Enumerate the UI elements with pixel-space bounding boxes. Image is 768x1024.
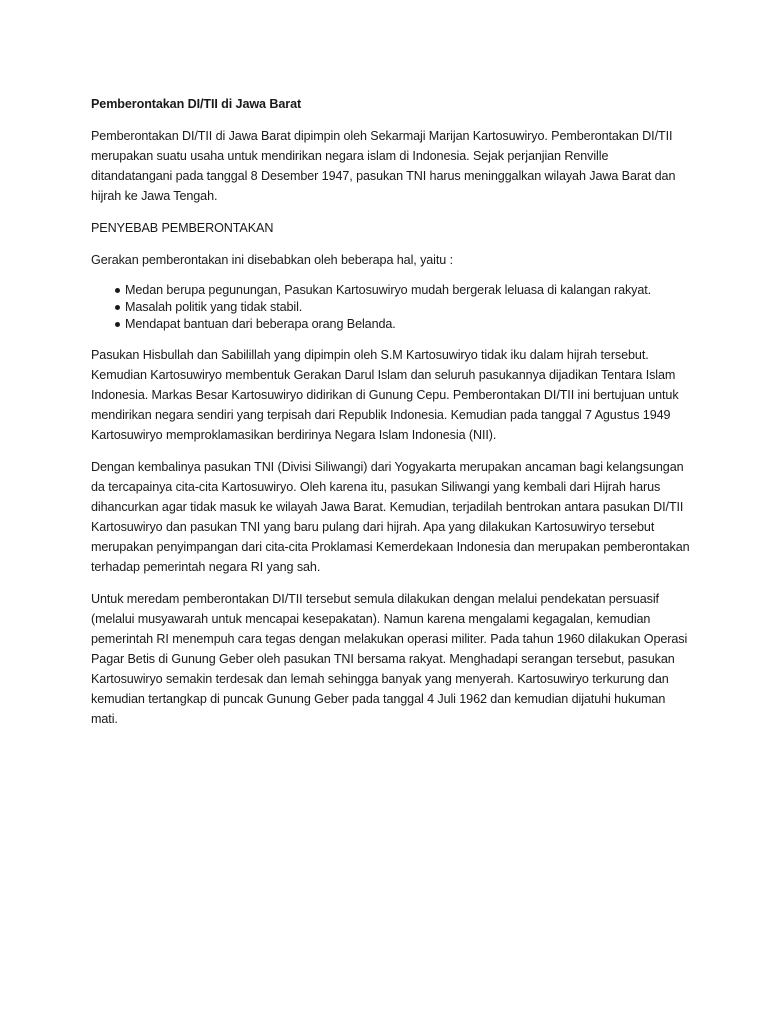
document-title: Pemberontakan DI/TII di Jawa Barat — [91, 97, 302, 111]
bullet-icon — [115, 322, 120, 327]
bullet-icon — [115, 288, 120, 293]
paragraph-intro: Pemberontakan DI/TII di Jawa Barat dipimpin oleh Sekarmaji Marijan Kartosuwiryo. Pemberontakan DI/TII merupakan suatu usaha untuk mendirikan negara islam di Indonesia. Sejak perjanjian Renville ditandatangani pada tanggal 8 Desember 1947, pasukan TNI harus meninggalkan wilayah Jawa Barat dan hijrah ke Jawa Tengah. — [91, 129, 676, 203]
list-item — [91, 299, 691, 316]
list-item-text: Medan berupa pegunungan, Pasukan Kartosuwiryo mudah bergerak leluasa di kalangan rakyat. — [125, 283, 652, 297]
causes-intro: Gerakan pemberontakan ini disebabkan oleh beberapa hal, yaitu : — [91, 253, 453, 267]
paragraph-suppression: Untuk meredam pemberontakan DI/TII tersebut semula dilakukan dengan melalui pendekatan persuasif (melalui musyawarah untuk mencapai kesepakatan). Namun karena mengalami kegagalan, kemudian pemerintah RI menempuh cara tegas dengan melakukan operasi militer. Pada tahun 1960 dilakukan Operasi Pagar Betis di Gunung Geber oleh pasukan TNI bersama rakyat. Menghadapi serangan tersebut, pasukan Kartosuwiryo semakin terdesak dan lemah sehingga banyak yang menyerah. Kartosuwiryo terkurung dan kemudian tertangkap di puncak Gunung Geber pada tanggal 4 Juli 1962 dan kemudian dijatuhi hukuman mati. — [91, 592, 688, 726]
document-body — [91, 94, 691, 741]
bullet-icon — [115, 305, 120, 310]
paragraph-siliwangi: Dengan kembalinya pasukan TNI (Divisi Siliwangi) dari Yogyakarta merupakan ancaman bagi kelangsungan da tercapainya cita-cita Kartosuwiryo. Oleh karena itu, pasukan Siliwangi yang kembali dari Hijrah harus dihancurkan agar tidak masuk ke wilayah Jawa Barat. Kemudian, terjadilah bentrokan antara pasukan DI/TII Kartosuwiryo dan pasukan TNI yang baru pulang dari hijrah. Apa yang dilakukan Kartosuwiryo tersebut merupakan penyimpangan dari cita-cita Proklamasi Kemerdekaan Indonesia dan merupakan pemberontakan terhadap pemerintah negara RI yang sah. — [91, 460, 690, 574]
list-item-text: Masalah politik yang tidak stabil. — [125, 300, 303, 314]
list-item — [91, 282, 691, 299]
list-item — [91, 316, 691, 333]
section-heading-cause: PENYEBAB PEMBERONTAKAN — [91, 221, 274, 235]
causes-list — [91, 282, 691, 333]
paragraph-hijrah: Pasukan Hisbullah dan Sabilillah yang dipimpin oleh S.M Kartosuwiryo tidak iku dalam hijrah tersebut. Kemudian Kartosuwiryo membentuk Gerakan Darul Islam dan seluruh pasukannya dijadikan Tentara Islam Indonesia. Markas Besar Kartosuwiryo didirikan di Gunung Cepu. Pemberontakan DI/TII ini bertujuan untuk mendirikan negara sendiri yang terpisah dari Republik Indonesia. Kemudian pada tanggal 7 Agustus 1949 Kartosuwiryo memproklamasikan berdirinya Negara Islam Indonesia (NII). — [91, 348, 679, 442]
list-item-text: Mendapat bantuan dari beberapa orang Belanda. — [125, 317, 396, 331]
